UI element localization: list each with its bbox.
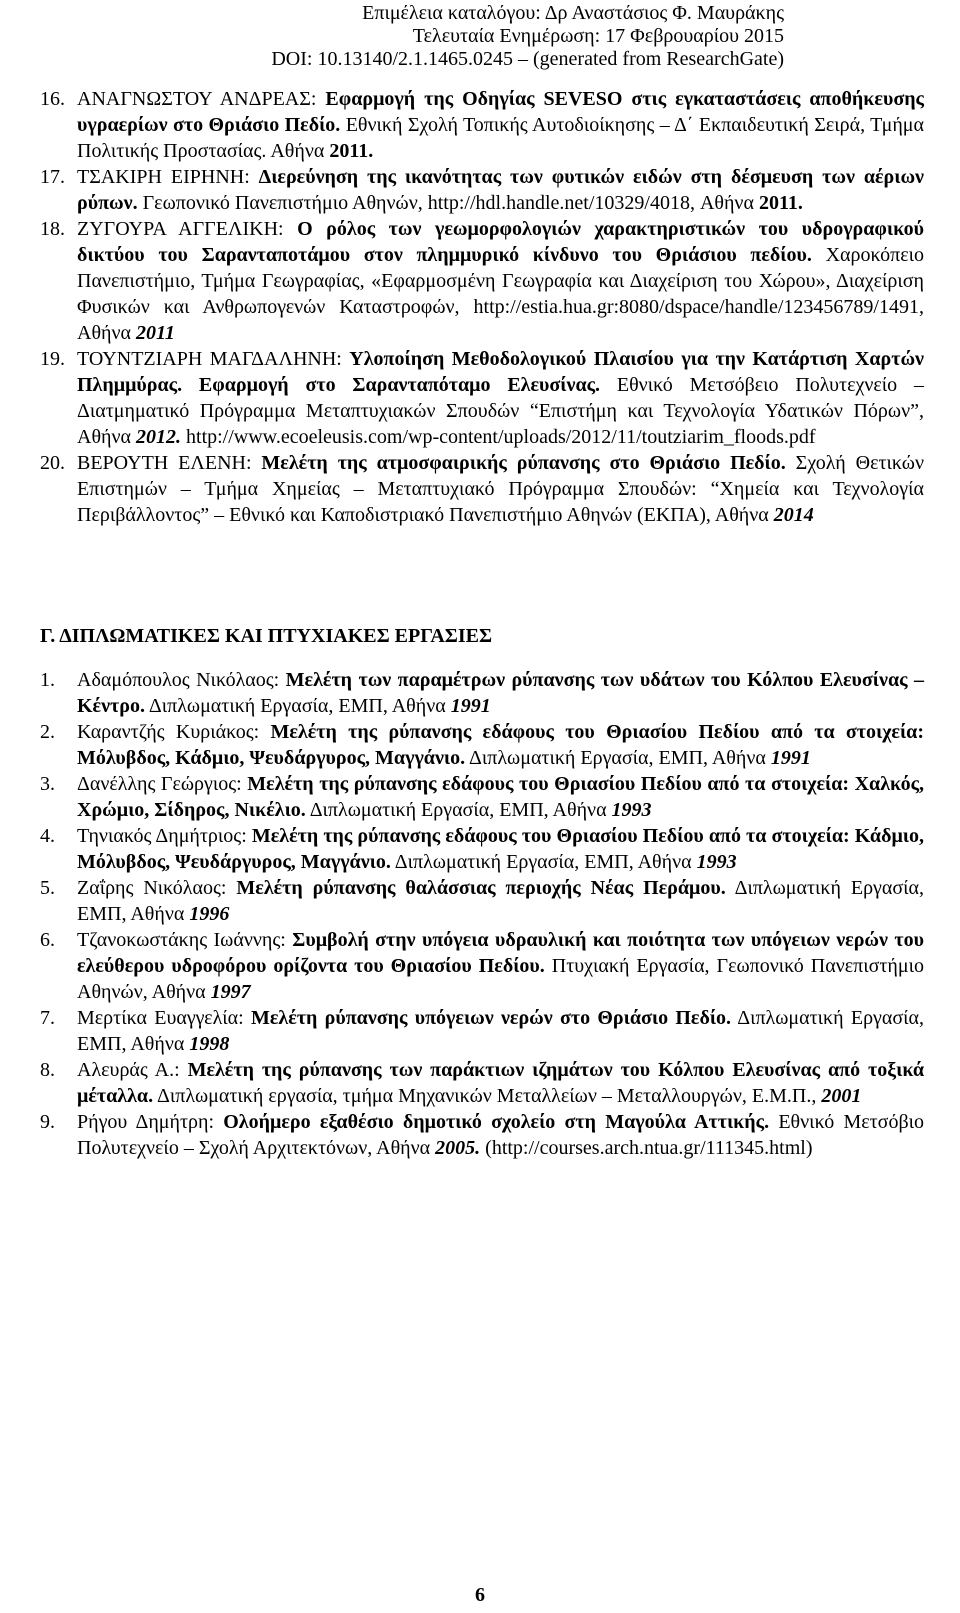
item-number: 9. <box>40 1111 55 1133</box>
item-number: 6. <box>40 929 55 951</box>
item-title: Μελέτη της ρύπανσης των παράκτιων ιζημάτων του Κόλπου Ελευσίνας από τοξικά μέταλλα. <box>77 1059 925 1107</box>
item-title: Μελέτη της ατμοσφαιρικής ρύπανσης στο Θριάσιο Πεδίο. <box>261 452 786 474</box>
page-header <box>0 0 960 71</box>
item-details: Εθνικό Μετσόβειο Πολυτεχνείο – Διατμηματικό Πρόγραμμα Μεταπτυχιακών Σπουδών “Επιστήμη και Τεχνολογία Υδατικών Πόρων”, Αθήνα <box>77 374 924 448</box>
reference-item <box>40 86 924 164</box>
item-details: Διπλωματική Εργασία, ΕΜΠ, Αθήνα <box>309 799 607 821</box>
reference-item <box>40 450 924 528</box>
thesis-item <box>40 1005 924 1057</box>
item-number: 19. <box>40 348 65 370</box>
item-year: 1996 <box>189 903 230 925</box>
item-year: 1997 <box>210 981 251 1003</box>
item-number: 16. <box>40 88 65 110</box>
reference-item <box>40 346 924 450</box>
item-title: Μελέτη ρύπανσης θαλάσσιας περιοχής Νέας Περάμου. <box>236 877 726 899</box>
thesis-item <box>40 1109 924 1161</box>
item-title: Εφαρμογή της Οδηγίας SEVESO στις εγκαταστάσεις αποθήκευσης υγραερίων στο Θριάσιο Πεδίο. <box>77 88 924 136</box>
item-title: Συμβολή στην υπόγεια υδραυλική και ποιότητα των υπόγειων νερών του ελεύθερου υδροφόρου ορίζοντα του Θριασίου Πεδίου. <box>77 929 924 977</box>
document-body <box>40 86 924 1161</box>
item-author: Ρήγου Δημήτρη: <box>77 1111 214 1133</box>
item-author: ΖΥΓΟΥΡΑ ΑΓΓΕΛΙΚΗ: <box>77 218 284 240</box>
item-number: 20. <box>40 452 65 474</box>
item-title: Μελέτη ρύπανσης υπόγειων νερών στο Θριάσιο Πεδίο. <box>250 1007 732 1029</box>
item-year: 1991 <box>450 695 491 717</box>
item-title: Μελέτη των παραμέτρων ρύπανσης των υδάτων του Κόλπου Ελευσίνας – Κέντρο. <box>77 669 924 717</box>
item-details: Εθνικό Μετσόβιο Πολυτεχνείο – Σχολή Αρχιτεκτόνων, Αθήνα <box>77 1111 925 1159</box>
thesis-item <box>40 823 924 875</box>
item-year: 2012. <box>136 426 182 448</box>
item-author: Τηνιακός Δημήτριος: <box>77 825 247 847</box>
item-details: Διπλωματική εργασία, τμήμα Μηχανικών Μεταλλείων – Μεταλλουργών, Ε.Μ.Π., <box>156 1085 817 1107</box>
item-title: Ο ρόλος των γεωμορφολογιών χαρακτηριστικών του υδρογραφικού δικτύου του Σαρανταποτάμου στον πλημμυρικό κίνδυνο του Θριάσιου πεδίου. <box>77 218 925 266</box>
item-number: 7. <box>40 1007 55 1029</box>
item-details: Διπλωματική Εργασία, ΕΜΠ, Αθήνα <box>77 1007 925 1055</box>
item-number: 2. <box>40 721 55 743</box>
item-author: Αλευράς Α.: <box>77 1059 180 1081</box>
item-number: 18. <box>40 218 65 240</box>
item-year: 2011. <box>329 140 374 162</box>
item-title: Μελέτη της ρύπανσης εδάφους του Θριασίου Πεδίου από τα στοιχεία: Χαλκός, Χρώμιο, Σίδηρος, Νικέλιο. <box>77 773 925 821</box>
thesis-item <box>40 771 924 823</box>
item-title: Μελέτη της ρύπανσης εδάφους του Θριασίου Πεδίου από τα στοιχεία: Μόλυβδος, Κάδμιο, Ψευδάργυρος, Μαγγάνιο. <box>77 721 925 769</box>
item-title: Μελέτη της ρύπανσης εδάφους του Θριασίου Πεδίου από τα στοιχεία: Κάδμιο, Μόλυβδος, Ψευδάργυρος, Μαγγάνιο. <box>77 825 924 873</box>
item-number: 3. <box>40 773 55 795</box>
item-year: 2014 <box>773 504 814 526</box>
item-details: Χαροκόπειο Πανεπιστήμιο, Τμήμα Γεωγραφίας, «Εφαρμοσμένη Γεωγραφία και Διαχείριση του Χώρου», Διαχείριση Φυσικών και Ανθρωπογενών Καταστροφών, http://estia.hua.gr:8080/dspace/handle/123456789/1491, Αθήνα <box>77 244 925 344</box>
item-year: 1998 <box>189 1033 230 1055</box>
item-details: Πτυχιακή Εργασία, Γεωπονικό Πανεπιστήμιο Αθηνών, Αθήνα <box>77 955 924 1003</box>
reference-item <box>40 216 924 346</box>
item-author: ΤΟΥΝΤΖΙΑΡΗ ΜΑΓΔΑΛΗΝΗ: <box>77 348 342 370</box>
item-details: Διπλωματική Εργασία, ΕΜΠ, Αθήνα <box>469 747 766 769</box>
item-title: Υλοποίηση Μεθοδολογικού Πλαισίου για την Κατάρτιση Χαρτών Πλημμύρας. Εφαρμογή στο Σαρανταπόταμο Ελευσίνας. <box>77 348 924 396</box>
item-author: Τζανοκωστάκης Ιωάννης: <box>77 929 286 951</box>
item-author: Αδαμόπουλος Νικόλαος: <box>77 669 280 691</box>
item-author: Ζαΐρης Νικόλαος: <box>77 877 227 899</box>
item-year: 2011 <box>136 322 175 344</box>
section-title: Γ. ΔΙΠΛΩΜΑΤΙΚΕΣ ΚΑΙ ΠΤΥΧΙΑΚΕΣ ΕΡΓΑΣΙΕΣ <box>40 625 493 647</box>
header-update-date: Τελευταία Ενημέρωση: 17 Φεβρουαρίου 2015 <box>412 25 784 47</box>
item-number: 8. <box>40 1059 55 1081</box>
header-editor: Επιμέλεια καταλόγου: Δρ Αναστάσιος Φ. Μαυράκης <box>362 2 784 24</box>
item-year: 1993 <box>611 799 652 821</box>
item-author: Μερτίκα Ευαγγελία: <box>77 1007 244 1029</box>
thesis-item <box>40 875 924 927</box>
item-author: ΒΕΡΟΥΤΗ ΕΛΕΝΗ: <box>77 452 252 474</box>
thesis-item <box>40 667 924 719</box>
item-year: 1993 <box>696 851 737 873</box>
item-number: 17. <box>40 166 65 188</box>
item-url[interactable]: (http://courses.arch.ntua.gr/111345.html) <box>485 1137 813 1159</box>
item-number: 1. <box>40 669 55 691</box>
item-author: ΤΣΑΚΙΡΗ ΕΙΡΗΝΗ: <box>77 166 250 188</box>
item-author: ΑΝΑΓΝΩΣΤΟΥ ΑΝΔΡΕΑΣ: <box>77 88 317 110</box>
thesis-item <box>40 927 924 1005</box>
reference-item <box>40 164 924 216</box>
item-year: 2005. <box>435 1137 481 1159</box>
item-author: Καραντζής Κυριάκος: <box>77 721 260 743</box>
item-url[interactable]: http://www.ecoeleusis.com/wp-content/uploads/2012/11/toutziarim_floods.pdf <box>186 426 816 448</box>
thesis-item <box>40 719 924 771</box>
item-author: Δανέλλης Γεώργιος: <box>77 773 242 795</box>
header-doi: DOI: 10.13140/2.1.1465.0245 – (generated from ResearchGate) <box>271 48 784 70</box>
item-title: Διερεύνηση της ικανότητας των φυτικών ειδών στη δέσμευση των αέριων ρύπων. <box>77 166 924 214</box>
page-number: 6 <box>475 1584 485 1606</box>
item-year: 1991 <box>770 747 811 769</box>
thesis-item <box>40 1057 924 1109</box>
item-details: Διπλωματική Εργασία, ΕΜΠ, Αθήνα <box>394 851 692 873</box>
item-number: 5. <box>40 877 55 899</box>
item-number: 4. <box>40 825 55 847</box>
item-details: Διπλωματική Εργασία, ΕΜΠ, Αθήνα <box>148 695 446 717</box>
item-details: Σχολή Θετικών Επιστημών – Τμήμα Χημείας – Μεταπτυχιακό Πρόγραμμα Σπουδών: “Χημεία και Τεχνολογία Περιβάλλοντος” – Εθνικό και Καποδιστριακό Πανεπιστήμιο Αθηνών (ΕΚΠΑ), Αθήνα <box>77 452 925 526</box>
item-year: 2011. <box>758 192 803 214</box>
item-title: Ολοήμερο εξαθέσιο δημοτικό σχολείο στη Μαγούλα Αττικής. <box>223 1111 770 1133</box>
item-details: Εθνική Σχολή Τοπικής Αυτοδιοίκησης – Δ΄ Εκπαιδευτική Σειρά, Τμήμα Πολιτικής Προστασίας. Αθήνα <box>77 114 925 162</box>
item-year: 2001 <box>821 1085 862 1107</box>
item-details: Γεωπονικό Πανεπιστήμιο Αθηνών, http://hdl.handle.net/10329/4018, Αθήνα <box>142 192 754 214</box>
item-details: Διπλωματική Εργασία, ΕΜΠ, Αθήνα <box>77 877 925 925</box>
